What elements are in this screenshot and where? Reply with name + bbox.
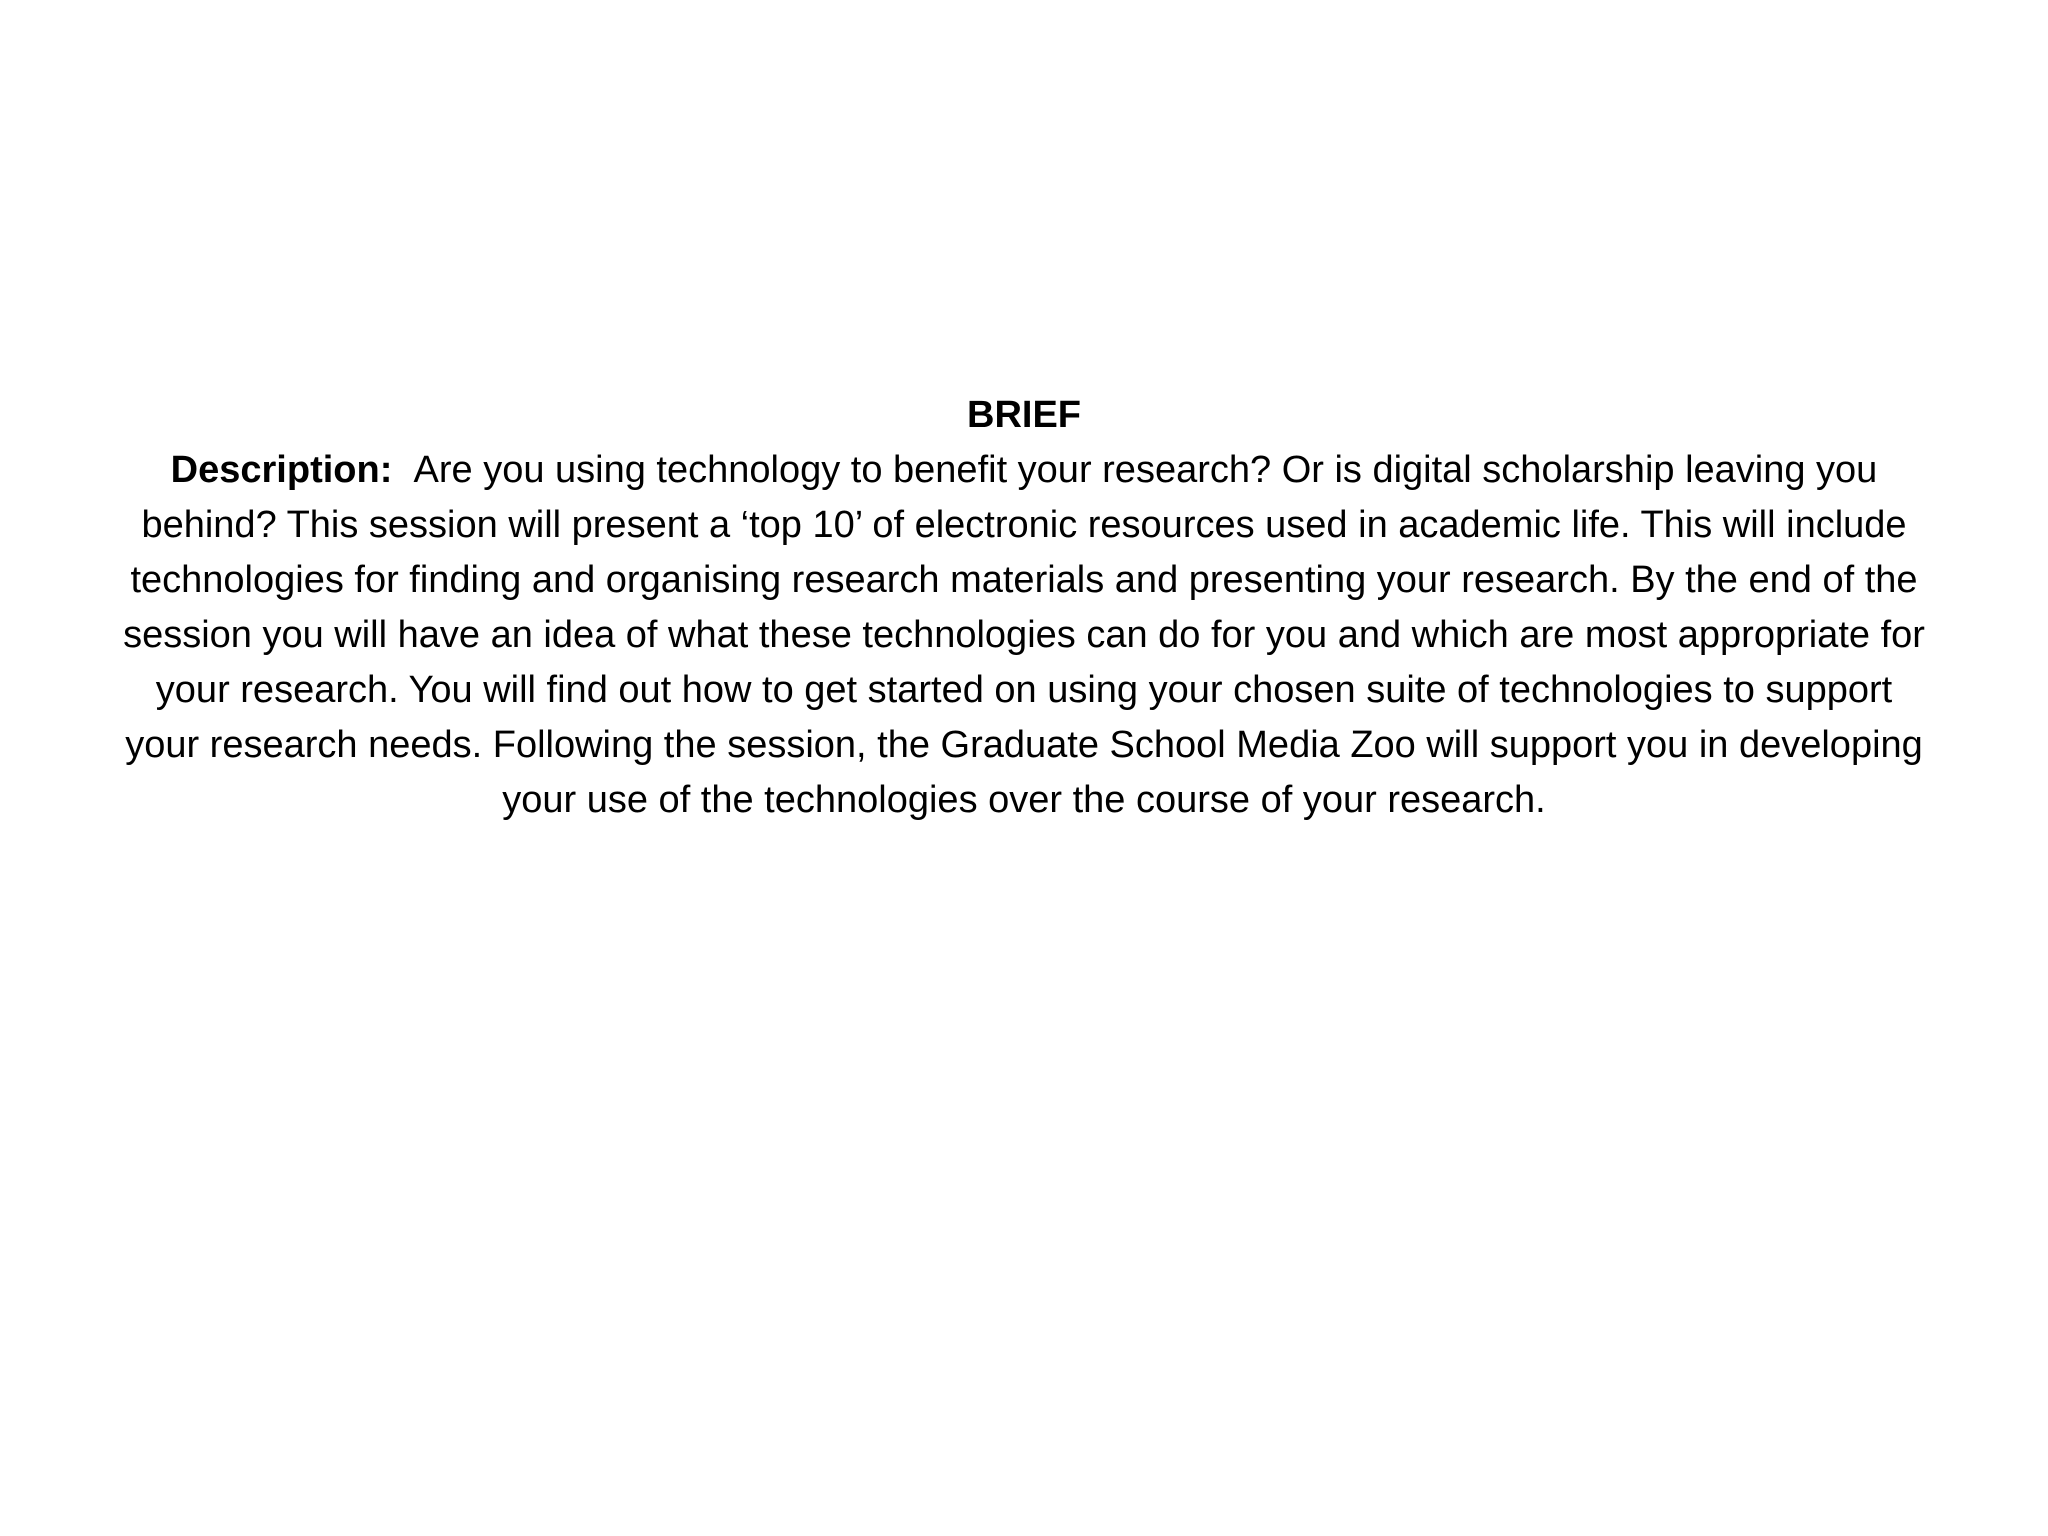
description-text: Are you using technology to benefit your research? Or is digital scholarship leaving you behind? This session will present a ‘top 10’ of electronic resources used in academic life. This will include technologies for finding and organising research materials and presenting your research. By the end of the session you will have an idea of what these technologies can do for you and which are most appropriate for your research. You will find out how to get started on using your chosen suite of technologies to support your research needs. Following the session, the Graduate School Media Zoo will support you in developing your use of the technologies over the course of your research. [123,449,1925,821]
slide-content [120,388,1928,828]
description-label: Description: [170,449,393,491]
slide-title: BRIEF [967,394,1081,436]
description-paragraph [120,443,1928,828]
